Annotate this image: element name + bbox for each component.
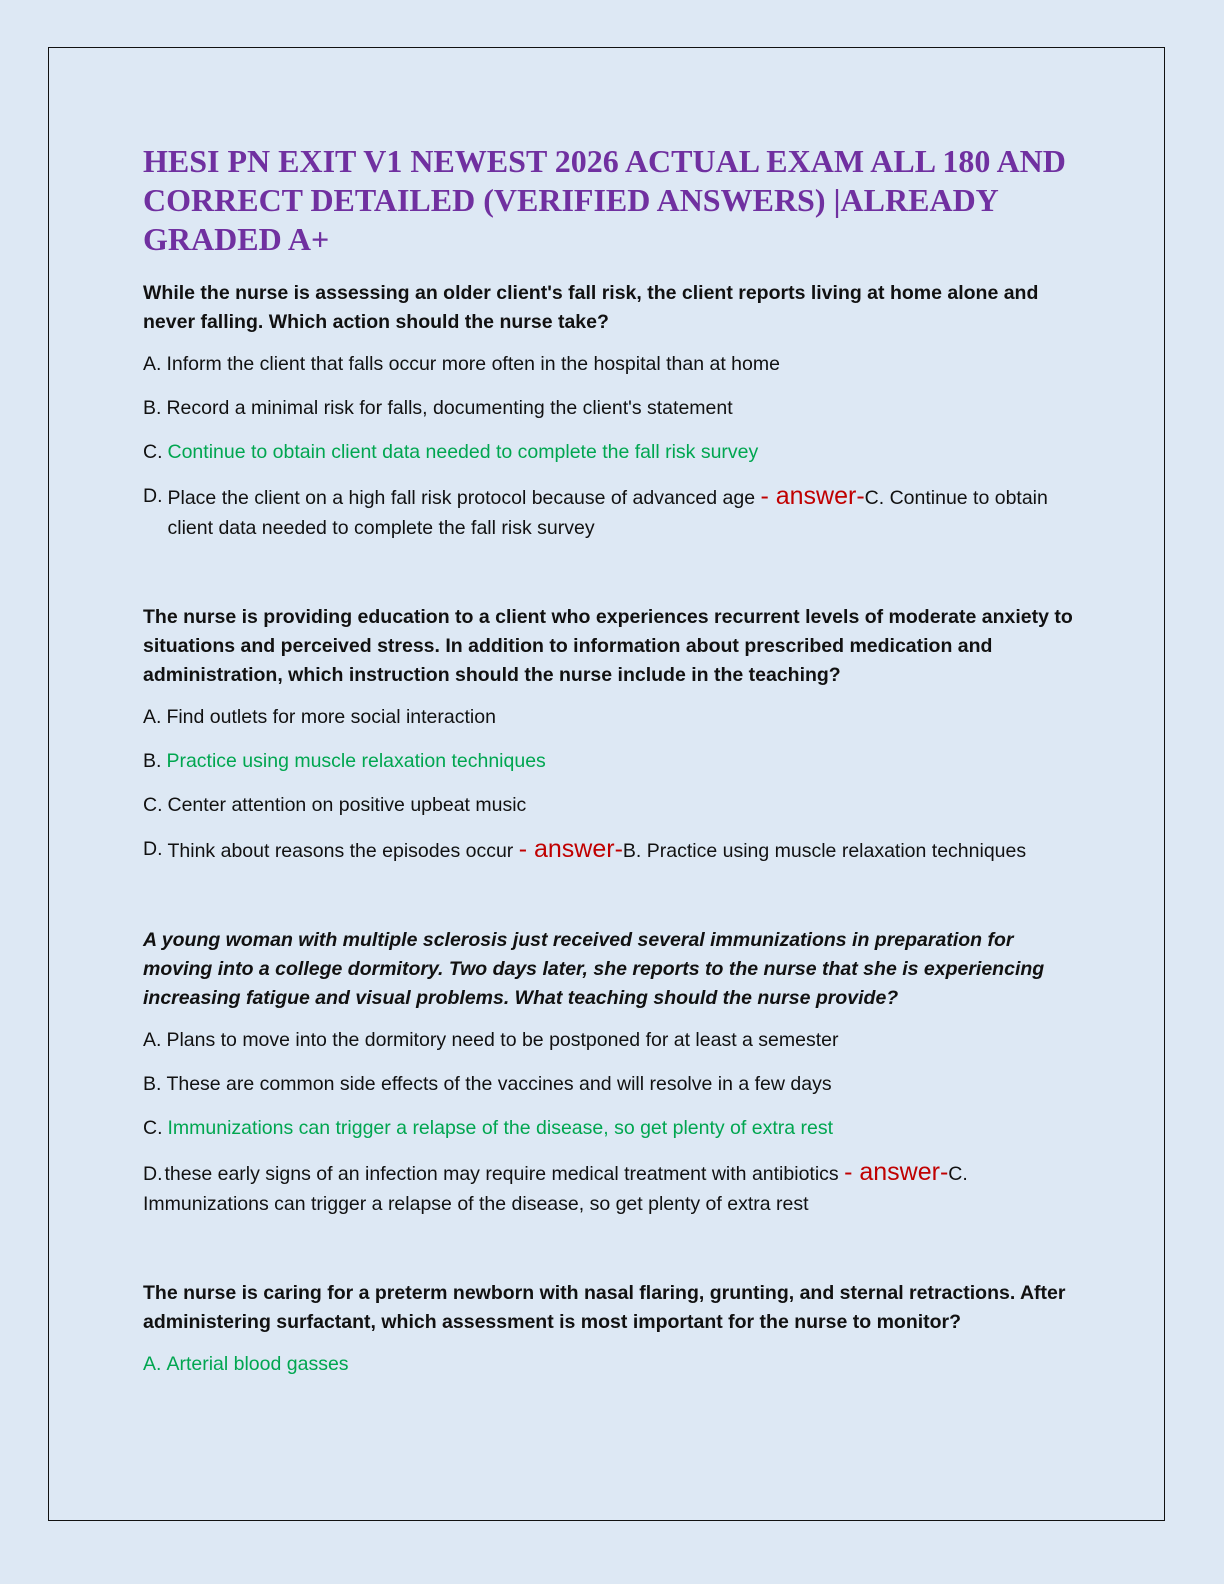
q1-option-b	[143, 393, 1083, 423]
option-letter: A.	[143, 1353, 162, 1375]
option-letter: D.	[143, 838, 163, 860]
option-letter: A.	[143, 706, 162, 728]
option-letter: D.	[143, 1163, 163, 1185]
option-text-with-answer	[168, 481, 1084, 543]
option-letter: B.	[143, 750, 162, 772]
correct-option-text: Continue to obtain client data needed to complete the fall risk survey	[167, 441, 759, 463]
document-content	[143, 142, 1083, 1393]
answer-tag: - answer-	[760, 482, 865, 510]
correct-option-text: Immunizations can trigger a relapse of the disease, so get plenty of extra rest	[167, 1117, 834, 1139]
answer-text: C. Immunizations can trigger a relapse of the disease, so get plenty of extra rest	[143, 1163, 968, 1215]
option-text: these early signs of an infection may require medical treatment with antibiotics	[164, 1163, 845, 1185]
option-text: Find outlets for more social interaction	[166, 706, 496, 728]
q3-option-d	[143, 1157, 1083, 1219]
option-letter: D.	[143, 485, 163, 507]
option-text: Plans to move into the dormitory need to be postponed for at least a semester	[166, 1029, 839, 1051]
answer-text: C. Continue to obtain client data needed to complete the fall risk survey	[167, 487, 1048, 539]
option-letter: A.	[143, 1029, 162, 1051]
q3-option-c	[143, 1113, 1083, 1143]
question-2-text: The nurse is providing education to a client who experiences recurrent levels of moderate anxiety to situations and perceived stress. In addition to information about prescribed medication and administration, which instruction should the nurse include in the teaching?	[143, 606, 1073, 686]
question-block-3	[143, 926, 1083, 1219]
option-text: Center attention on positive upbeat music	[167, 794, 527, 816]
q2-option-c	[143, 790, 1083, 820]
answer-text: B. Practice using muscle relaxation techniques	[622, 840, 1027, 862]
option-text: These are common side effects of the vaccines and will resolve in a few days	[166, 1073, 832, 1095]
option-text: Record a minimal risk for falls, documenting the client's statement	[166, 397, 733, 419]
q2-option-b	[143, 746, 1083, 776]
q3-option-b	[143, 1069, 1083, 1099]
option-text-with-answer	[168, 834, 1084, 866]
option-letter: B.	[143, 1073, 162, 1095]
document-title: HESI PN EXIT V1 NEWEST 2026 ACTUAL EXAM ALL 180 AND CORRECT DETAILED (VERIFIED ANSWERS) |ALREADY GRADED A+	[143, 143, 1066, 257]
option-text: Inform the client that falls occur more often in the hospital than at home	[166, 353, 780, 375]
answer-tag: - answer-	[844, 1158, 949, 1186]
answer-tag: - answer-	[518, 835, 623, 863]
question-block-2	[143, 603, 1083, 866]
option-text: Think about reasons the episodes occur	[167, 840, 519, 862]
option-letter: C.	[143, 794, 163, 816]
question-4-text: The nurse is caring for a preterm newborn with nasal flaring, grunting, and sternal retractions. After administering surfactant, which assessment is most important for the nurse to monitor?	[143, 1282, 1066, 1333]
q2-option-d	[143, 834, 1083, 866]
q4-option-a	[143, 1349, 1083, 1379]
option-letter: B.	[143, 397, 162, 419]
question-1-text: While the nurse is assessing an older client's fall risk, the client reports living at home alone and never falling. Which action should the nurse take?	[143, 282, 1039, 333]
option-letter: C.	[143, 441, 163, 463]
q2-option-a	[143, 702, 1083, 732]
question-block-4	[143, 1279, 1083, 1379]
q1-option-c	[143, 437, 1083, 467]
question-block-1	[143, 279, 1083, 543]
correct-option-text: Practice using muscle relaxation techniques	[166, 750, 546, 772]
q1-option-a	[143, 349, 1083, 379]
q1-option-d	[143, 481, 1083, 543]
option-text: Place the client on a high fall risk protocol because of advanced age	[167, 487, 761, 509]
option-letter: C.	[143, 1117, 163, 1139]
correct-option-text: Arterial blood gasses	[166, 1353, 349, 1375]
q3-option-a	[143, 1025, 1083, 1055]
question-3-text: A young woman with multiple sclerosis just received several immunizations in preparation for moving into a college dormitory. Two days later, she reports to the nurse that she is experiencing increasing fatigue and visual problems. What teaching should the nurse provide?	[143, 929, 1045, 1009]
option-letter: A.	[143, 353, 162, 375]
